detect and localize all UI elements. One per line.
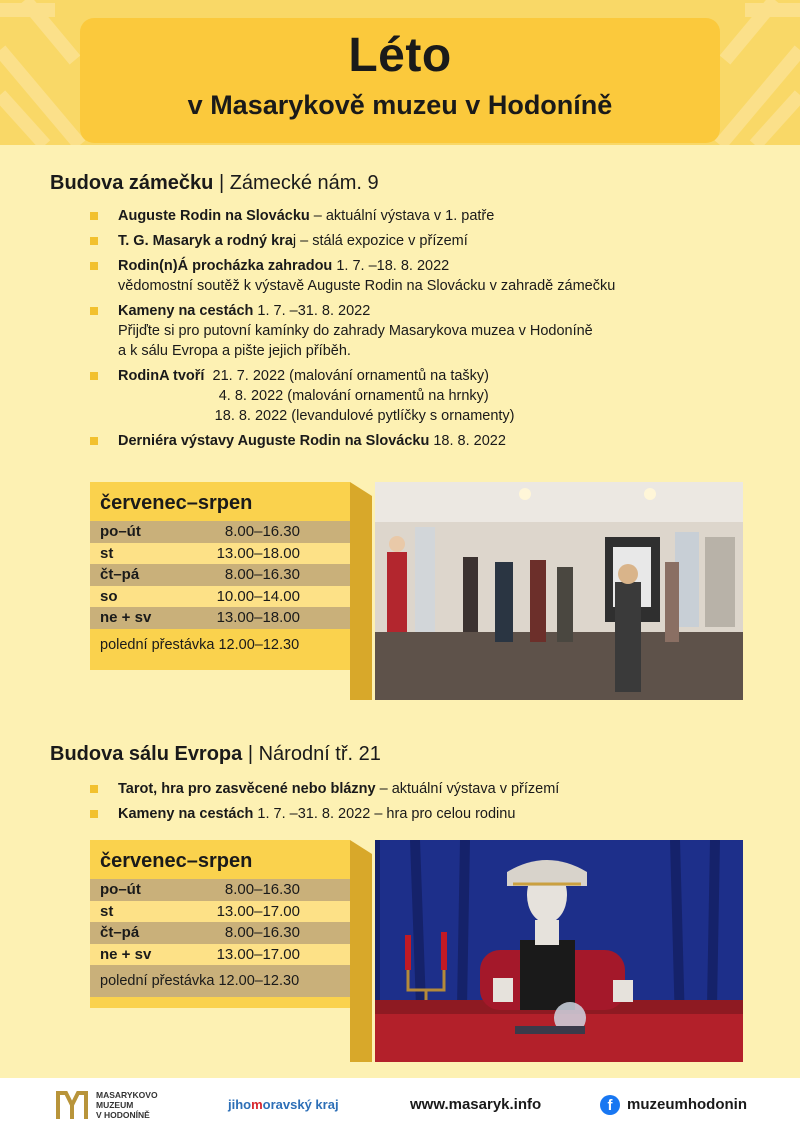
lunch-break-note: polední přestávka 12.00–12.30 — [100, 636, 300, 653]
hours-row: po–út 8.00–16.30 — [90, 521, 350, 543]
opening-hours-zamecek — [90, 482, 350, 670]
events-list-zamecek — [90, 206, 770, 456]
facebook-link[interactable]: muzeumhodonin — [627, 1096, 747, 1113]
decorative-ornament-left — [0, 0, 85, 145]
list-item: Derniéra výstavy Auguste Rodin na Slovácku 18. 8. 2022 — [90, 431, 770, 451]
list-item: Kameny na cestách 1. 7. –31. 8. 2022 Přijďte si pro putovní kamínky do zahrady Masarykova muzea v Hodoníně a k sálu Evropa a pište jejich příběh. — [90, 301, 770, 361]
exhibition-photo — [375, 482, 743, 700]
tarot-photo — [375, 840, 743, 1062]
museum-logo-icon — [56, 1089, 88, 1121]
events-list-evropa — [90, 779, 770, 829]
building-name: Budova zámečku — [50, 172, 214, 194]
hours-row: čt–pá 8.00–16.30 — [90, 922, 350, 944]
list-item: RodinA tvoří 21. 7. 2022 (malování ornamentů na tašky) 4. 8. 2022 (malování ornamentů na hrnky) 18. 8. 2022 (levandulové pytlíčky s ornamenty) — [90, 366, 770, 426]
website-link[interactable]: www.masaryk.info — [410, 1096, 542, 1113]
page-title: Léto — [348, 29, 452, 82]
hours-box-tab — [350, 482, 372, 700]
building-address: Zámecké nám. 9 — [229, 172, 379, 194]
hours-row: ne + sv 13.00–18.00 — [90, 607, 350, 629]
bullet-icon — [90, 437, 98, 445]
section-heading-evropa: Budova sálu Evropa | Národní tř. 21 — [50, 743, 381, 765]
list-item: T. G. Masaryk a rodný kraj – stálá expozice v přízemí — [90, 231, 770, 251]
list-item: Tarot, hra pro zasvěcené nebo blázny – aktuální výstava v přízemí — [90, 779, 770, 799]
hours-row: po–út 8.00–16.30 — [90, 879, 350, 901]
building-name: Budova sálu Evropa — [50, 743, 243, 765]
building-address: Národní tř. 21 — [258, 743, 381, 765]
hours-row: čt–pá 8.00–16.30 — [90, 564, 350, 586]
opening-hours-evropa — [90, 840, 350, 1008]
hours-box-tab — [350, 840, 372, 1062]
bullet-icon — [90, 810, 98, 818]
hours-row: st 13.00–17.00 — [90, 901, 350, 923]
bullet-icon — [90, 307, 98, 315]
region-logo: jihomoravský kraj — [228, 1097, 339, 1112]
footer — [0, 1078, 800, 1130]
bullet-icon — [90, 212, 98, 220]
hours-title: červenec–srpen — [100, 850, 253, 872]
bullet-icon — [90, 237, 98, 245]
hours-row: ne + sv 13.00–17.00 — [90, 944, 350, 966]
list-item: Kameny na cestách 1. 7. –31. 8. 2022 – hra pro celou rodinu — [90, 804, 770, 824]
hours-title: červenec–srpen — [100, 492, 253, 514]
decorative-ornament-right — [715, 0, 800, 145]
hours-row: so 10.00–14.00 — [90, 586, 350, 608]
list-item: Rodin(n)Á procházka zahradou 1. 7. –18. 8. 2022 vědomostní soutěž k výstavě Auguste Rodin na Slovácku v zahradě zámečku — [90, 256, 770, 296]
facebook-icon[interactable]: f — [600, 1095, 620, 1115]
section-heading-zamecek: Budova zámečku | Zámecké nám. 9 — [50, 172, 379, 194]
museum-logo-text: MASARYKOVO MUZEUM V HODONÍNĚ — [96, 1090, 158, 1120]
hours-row: st 13.00–18.00 — [90, 543, 350, 565]
page-subtitle: v Masarykově muzeu v Hodoníně — [187, 90, 613, 120]
list-item: Auguste Rodin na Slovácku – aktuální výstava v 1. patře — [90, 206, 770, 226]
bullet-icon — [90, 372, 98, 380]
lunch-break-note: polední přestávka 12.00–12.30 — [90, 965, 350, 997]
bullet-icon — [90, 785, 98, 793]
bullet-icon — [90, 262, 98, 270]
